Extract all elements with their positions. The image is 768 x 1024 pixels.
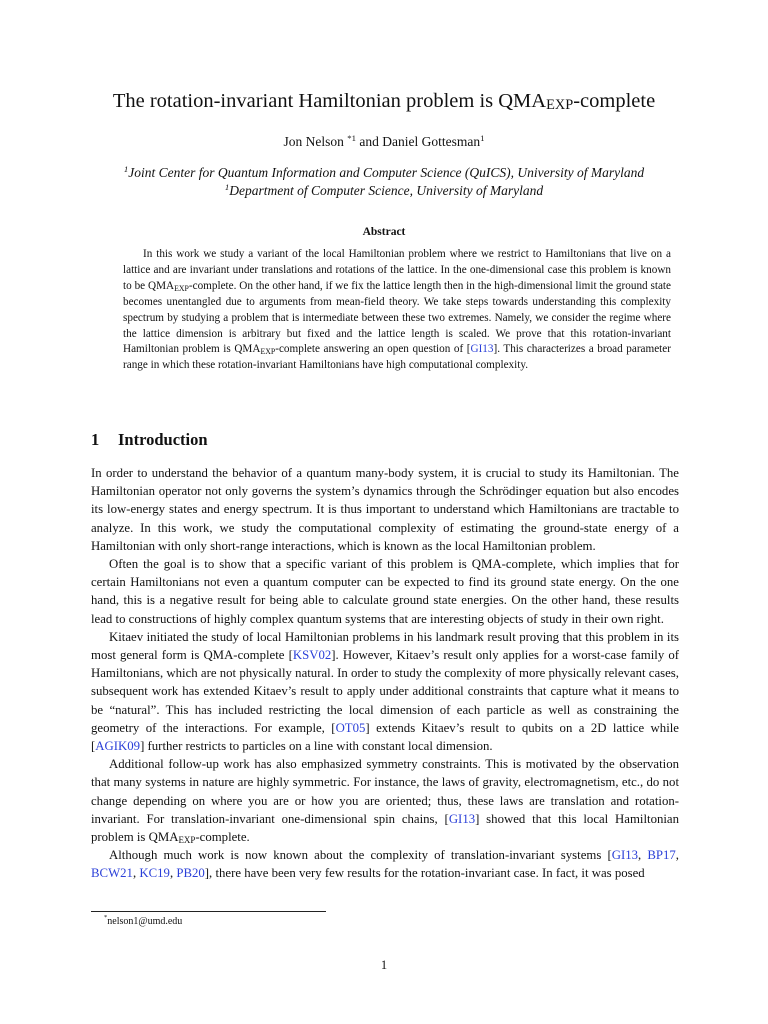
paragraph-text: Additional follow-up work has also emphasized symmetry constraints. This is motivated by the observation that many systems in nature are highly symmetric. For instance, the laws of gravity, electromagnetism, etc., do not change depending on where you are or how you are oriented; thus, these laws are translation and rotation-invariant. For translation-invariant one-dimensional spin chains, [ (91, 757, 679, 826)
citation-link[interactable]: KSV02 (292, 648, 332, 663)
author-affil-mark: *1 (347, 133, 356, 143)
footnote (104, 916, 182, 927)
citation-separator: , (169, 866, 177, 881)
abstract-text: In this work we study a variant of the local Hamiltonian problem where we restrict to Hamiltonians that live on a lattice and are invariant under translations and rotations of the lattice. In the one-dimensional case this problem is known to be QMA (123, 248, 671, 292)
body-paragraph: In order to understand the behavior of a quantum many-body system, it is crucial to study its Hamiltonian. The Hamiltonian operator not only governs the system’s dynamics through the Schrödinger equation but also encodes its low-energy states and energy spectrum. It is thus important to understand which Hamiltonians are tractable to analyze. In this work, we study the computational complexity of estimating the ground-state energy of a Hamiltonian with only short-range interactions, which is known as the local Hamiltonian problem. (91, 466, 679, 553)
author-conjunction: and (359, 134, 379, 149)
footnote-mark: * (104, 914, 108, 921)
page-number: 1 (380, 958, 388, 972)
abstract-text: -complete. On the other hand, if we fix the lattice length then in the high-dimensional limit the ground state becomes unentangled due to arguments from mean-field theory. We take steps towards understanding this complexity spectrum by studying a problem that is intermediate between these two extremes. Namely, we consider the regime where the lattice dimension is arbitrary but fixed and the lattice length is scaled. We prove that this rotation-invariant Hamiltonian problem is QMA (123, 279, 671, 356)
affiliation-mark: 1 (224, 182, 230, 192)
title-text-end: -complete (573, 90, 656, 112)
author-name: Jon Nelson (283, 134, 344, 149)
footnote-rule (91, 911, 326, 912)
citation-link[interactable]: GI13 (448, 811, 476, 826)
citation-separator: , (132, 866, 140, 881)
paragraph-text: ] further restricts to particles on a line with constant local dimension. (140, 739, 493, 754)
citation-separator: , (638, 848, 648, 863)
affiliation-text: Department of Computer Science, University of Maryland (229, 183, 544, 198)
citation-link[interactable]: OT05 (335, 720, 366, 735)
paragraph-subscript: EXP (178, 835, 196, 846)
body-paragraph (91, 628, 679, 755)
body-paragraph (91, 846, 679, 882)
citation-separator: , (675, 848, 679, 863)
paragraph-text: -complete. (195, 830, 250, 845)
citation-link[interactable]: KC19 (139, 866, 170, 881)
citation-link[interactable]: AGIK09 (95, 739, 141, 754)
body-paragraph (91, 755, 679, 846)
author-line (0, 133, 768, 151)
affiliation-text: Joint Center for Quantum Information and Computer Science (QuICS), University of Maryland (128, 165, 645, 180)
footnote-text: nelson1@umd.edu (107, 916, 183, 927)
paragraph-text: Kitaev initiated the study of local Hamiltonian problems in his landmark result proving that this problem in its most general form is QMA-complete [ (91, 629, 679, 663)
paper-title (0, 88, 768, 114)
citation-link[interactable]: BCW21 (91, 866, 133, 881)
citation-link[interactable]: PB20 (176, 866, 205, 881)
abstract-paragraph (123, 247, 671, 374)
abstract-subscript: EXP (260, 347, 276, 357)
citation-link[interactable]: GI13 (611, 848, 639, 863)
body-text (91, 464, 679, 883)
citation-link[interactable]: GI13 (470, 343, 494, 356)
title-text: The rotation-invariant Hamiltonian problem is QMA (112, 90, 547, 112)
paragraph-text: Although much work is now known about the complexity of translation-invariant systems [ (109, 848, 612, 863)
paragraph-text: ] extends Kitaev’s result to qubits on a 2D lattice while [ (91, 720, 679, 754)
title-subscript: EXP (546, 97, 574, 113)
paragraph-text: ]. However, Kitaev’s result only applies for a worst-case family of Hamiltonians, which are not physically natural. In order to study the complexity of more physically relevant cases, subsequent work has extended Kitaev’s result to apply under additional constraints that capture what it means to be “natural”. This has included restricting the local dimension of each particle as well as constraining the geometry of the interactions. For example, [ (91, 648, 680, 735)
section-number: 1 (91, 430, 100, 449)
affiliation-line (0, 182, 768, 200)
paragraph-text: ] showed that this local Hamiltonian problem is QMA (91, 811, 680, 845)
abstract-subscript: EXP (174, 283, 189, 293)
affiliation-line (0, 164, 768, 182)
citation-link[interactable]: BP17 (647, 848, 676, 863)
section-heading (91, 429, 208, 451)
author-name: Daniel Gottesman (382, 134, 481, 149)
body-paragraph: Often the goal is to show that a specific variant of this problem is QMA-complete, which implies that for certain Hamiltonians not even a quantum computer can be expected to find its ground state energy. On the one hand, this is a negative result for being able to calculate ground state energies. On the other hand, these results lead to constructions of highly complex quantum systems that are interesting objects of study in their own right. (91, 557, 679, 626)
abstract-text: ]. This characterizes a broad parameter range in which these rotation-invariant Hamiltonians have high computational complexity. (123, 343, 671, 372)
affiliation-mark: 1 (123, 164, 129, 174)
author-affil-mark: 1 (480, 133, 485, 143)
paragraph-text: ], there have been very few results for the rotation-invariant case. In fact, it was posed (204, 866, 645, 881)
affiliations (0, 164, 768, 200)
abstract-heading: Abstract (362, 226, 406, 238)
section-title: Introduction (118, 430, 208, 449)
abstract-text: -complete answering an open question of [ (275, 343, 471, 356)
abstract-body (123, 247, 671, 374)
